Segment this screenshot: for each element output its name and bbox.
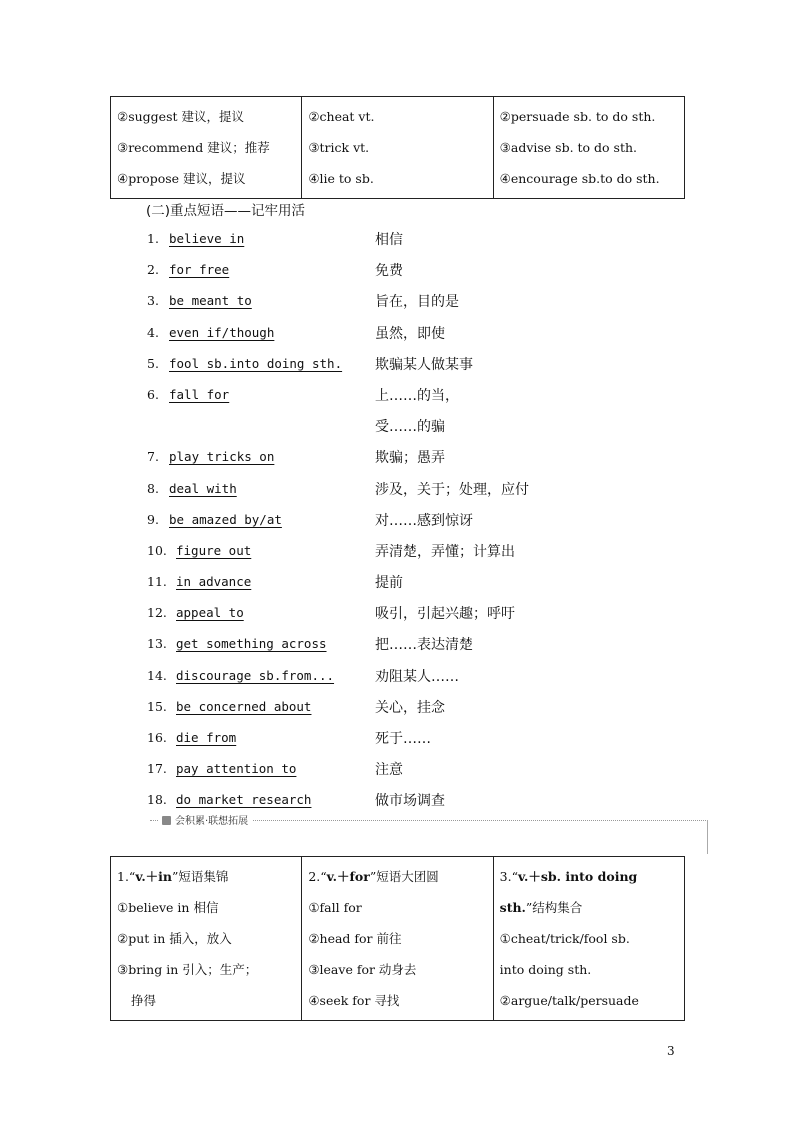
cell-line: ②argue/talk/persuade xyxy=(499,993,639,1008)
phrase-chinese: 涉及，关于；处理，应付 xyxy=(375,481,529,498)
cell-line: ③recommend 建议；推荐 xyxy=(117,140,270,155)
phrase-english: do market research xyxy=(176,792,312,808)
phrase-row xyxy=(147,258,597,289)
table-cell xyxy=(302,857,493,1021)
phrase-row xyxy=(147,726,597,757)
heading-text: ”短语集锦 xyxy=(172,869,229,884)
phrase-row xyxy=(147,695,597,726)
phrase-english: discourage sb.from... xyxy=(176,667,335,683)
section-title: (二)重点短语——记牢用活 xyxy=(146,203,306,219)
cell-line: ②suggest 建议，提议 xyxy=(117,109,244,124)
table-cell xyxy=(302,97,493,199)
cell-line: ②persuade sb. to do sth. xyxy=(499,109,656,124)
cell-line: ③trick vt. xyxy=(308,140,370,155)
accumulate-label-text: 会积累·联想拓展 xyxy=(175,816,249,827)
phrase-extension-table xyxy=(110,856,685,1021)
phrase-english: be meant to xyxy=(169,293,252,309)
phrase-chinese: 注意 xyxy=(375,762,403,779)
phrase-row xyxy=(147,445,597,476)
table-row xyxy=(111,97,685,199)
phrase-chinese: 免费 xyxy=(375,263,403,280)
phrase-english: be concerned about xyxy=(176,698,312,714)
phrase-chinese: 吸引，引起兴趣；呼吁 xyxy=(375,606,515,623)
page-number: 3 xyxy=(667,1044,675,1058)
phrase-number: 9. xyxy=(147,511,159,527)
accumulate-banner xyxy=(150,812,708,854)
phrase-english: in advance xyxy=(176,574,252,590)
heading-text: ”短语大团圆 xyxy=(369,869,439,884)
phrase-english: pay attention to xyxy=(176,761,297,777)
cell-heading xyxy=(500,892,678,923)
phrase-english: even if/though xyxy=(169,324,275,340)
phrase-chinese: 弄清楚，弄懂；计算出 xyxy=(375,543,515,560)
phrase-list xyxy=(147,227,597,820)
phrase-number: 6. xyxy=(147,386,159,402)
phrase-chinese: 对……感到惊讶 xyxy=(375,512,473,529)
phrase-row xyxy=(147,227,597,258)
phrase-number: 2. xyxy=(147,262,159,278)
phrase-row xyxy=(147,352,597,383)
phrase-chinese: 提前 xyxy=(375,575,403,592)
phrase-english: deal with xyxy=(169,480,237,496)
phrase-row xyxy=(147,570,597,601)
cell-line: ②head for 前往 xyxy=(308,931,402,946)
heading-bold: v.＋sb. into doing xyxy=(517,869,638,884)
cell-line: ①cheat/trick/fool sb. xyxy=(499,931,630,946)
phrase-number: 8. xyxy=(147,480,159,496)
heading-bold: sth. xyxy=(499,900,526,915)
phrase-number: 12. xyxy=(147,605,167,621)
phrase-row xyxy=(147,664,597,695)
phrase-chinese: 劝阻某人…… xyxy=(375,668,459,685)
phrase-row xyxy=(147,757,597,788)
phrase-english: appeal to xyxy=(176,605,244,621)
phrase-row xyxy=(147,477,597,508)
heading-text: ”结构集合 xyxy=(525,900,583,915)
phrase-chinese-continued: 受……的骗 xyxy=(375,418,445,435)
heading-text: 2.“ xyxy=(308,869,327,884)
cell-line: ④lie to sb. xyxy=(308,171,374,186)
phrase-number: 7. xyxy=(147,449,159,465)
phrase-row xyxy=(147,632,597,663)
table-row xyxy=(111,857,685,1021)
cell-line: ④propose 建议，提议 xyxy=(117,171,246,186)
phrase-english: believe in xyxy=(169,231,245,246)
cell-line: ③leave for 动身去 xyxy=(308,962,417,977)
phrase-chinese: 死于…… xyxy=(375,731,431,748)
phrase-english: be amazed by/at xyxy=(169,511,282,527)
cell-line: ④seek for 寻找 xyxy=(308,993,400,1008)
heading-text: 1.“ xyxy=(117,869,136,884)
heading-text: 3.“ xyxy=(499,869,518,884)
phrase-number: 1. xyxy=(147,231,159,246)
phrase-number: 3. xyxy=(147,293,159,309)
cell-line: ①fall for xyxy=(308,900,362,915)
heading-bold: v.＋for xyxy=(326,869,370,884)
phrase-number: 4. xyxy=(147,324,159,340)
phrase-chinese: 上……的当， xyxy=(375,387,459,404)
phrase-chinese: 欺骗某人做某事 xyxy=(375,356,473,373)
phrase-chinese: 做市场调查 xyxy=(375,793,445,810)
cell-line: 挣得 xyxy=(131,993,157,1008)
phrase-english: fall for xyxy=(169,386,230,402)
phrase-english: get something across xyxy=(176,636,327,652)
phrase-number: 10. xyxy=(147,542,167,558)
phrase-number: 16. xyxy=(147,730,167,746)
table-cell xyxy=(111,857,302,1021)
cell-line: ③bring in 引入；生产； xyxy=(117,962,258,977)
phrase-row xyxy=(147,539,597,570)
cell-line: ②put in 插入，放入 xyxy=(117,931,232,946)
cell-heading xyxy=(117,861,295,892)
phrase-chinese: 关心，挂念 xyxy=(375,699,445,716)
phrase-row xyxy=(147,289,597,320)
table-cell xyxy=(493,97,684,199)
square-icon xyxy=(162,816,171,825)
phrase-english: figure out xyxy=(176,542,252,558)
phrase-number: 5. xyxy=(147,355,159,371)
phrase-english: die from xyxy=(176,730,237,746)
phrase-english: for free xyxy=(169,262,230,278)
phrase-row xyxy=(147,321,597,352)
cell-line: into doing sth. xyxy=(499,962,592,977)
phrase-number: 18. xyxy=(147,792,167,808)
cell-line: ④encourage sb.to do sth. xyxy=(499,171,660,186)
phrase-number: 14. xyxy=(147,667,167,683)
phrase-chinese: 相信 xyxy=(375,232,403,248)
phrase-row xyxy=(147,508,597,539)
table-cell xyxy=(111,97,302,199)
phrase-number: 11. xyxy=(147,574,167,590)
phrase-number: 13. xyxy=(147,636,167,652)
cell-line: ①believe in 相信 xyxy=(117,900,219,915)
phrase-chinese: 欺骗；愚弄 xyxy=(375,450,445,467)
heading-bold: v.＋in xyxy=(135,869,173,884)
phrase-english: play tricks on xyxy=(169,449,275,465)
cell-heading xyxy=(308,861,486,892)
synonym-table xyxy=(110,96,685,199)
phrase-chinese: 虽然，即使 xyxy=(375,325,445,342)
phrase-row xyxy=(147,383,597,445)
cell-heading xyxy=(500,861,678,892)
cell-line: ③advise sb. to do sth. xyxy=(499,140,638,155)
table-cell xyxy=(493,857,684,1021)
phrase-english: fool sb.into doing sth. xyxy=(169,355,343,371)
divider xyxy=(707,820,708,854)
accumulate-label xyxy=(158,812,252,827)
cell-line: ②cheat vt. xyxy=(308,109,375,124)
phrase-chinese: 把……表达清楚 xyxy=(375,637,473,654)
phrase-chinese: 旨在，目的是 xyxy=(375,294,459,311)
phrase-row xyxy=(147,601,597,632)
phrase-number: 15. xyxy=(147,698,167,714)
phrase-number: 17. xyxy=(147,761,167,777)
